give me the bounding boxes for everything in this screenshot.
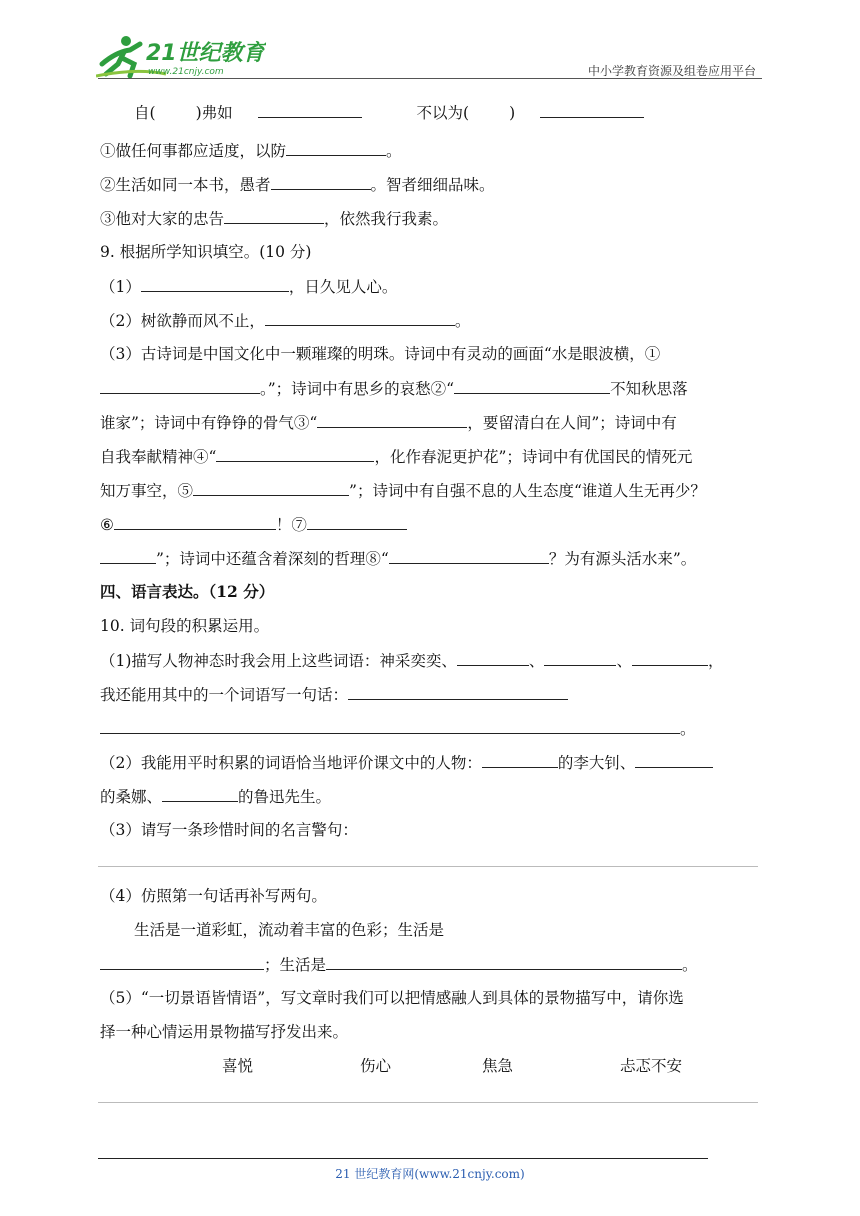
footer-divider (98, 1158, 708, 1159)
answer-blank[interactable] (389, 548, 549, 564)
q10-item-4-answer: ；生活是 。 (100, 954, 698, 975)
q10-item-1-line2: 我还能用其中的一个词语写一句话： (100, 684, 568, 705)
answer-blank[interactable] (482, 752, 558, 768)
q10-item-4: （4）仿照第一句话再补写两句。 (100, 887, 327, 905)
answer-blank[interactable] (100, 548, 156, 564)
answer-blank[interactable] (100, 378, 260, 394)
q9-item-3-line2: 。”；诗词中有思乡的哀愁②“ 不知秋思落 (100, 378, 688, 399)
line-idiom-blanks: 自( )弗如 不以为( ) (134, 102, 644, 123)
answer-blank[interactable] (307, 514, 407, 530)
q9-item-3-line5: 知万事空，⑤ ”；诗词中有自强不息的人生态度“谁道人生无再少？ (100, 482, 706, 500)
section-4-title: 四、语言表达。（12 分） (100, 582, 275, 601)
answer-blank[interactable] (632, 650, 708, 666)
q10-item-1-line3: 。 (100, 718, 696, 739)
line-1: ①做任何事都应适度，以防 。 (100, 142, 402, 160)
line-3: ③他对大家的忠告 ，依然我行我素。 (100, 210, 449, 228)
q9-item-3-line6: ⑥ ！⑦ (100, 514, 407, 535)
answer-blank[interactable] (162, 786, 238, 802)
platform-title: 中小学教育资源及组卷应用平台 (587, 64, 756, 78)
line-2: ②生活如同一本书，愚者 。智者细细品味。 (100, 176, 495, 194)
answer-blank[interactable] (193, 480, 349, 496)
answer-line[interactable] (100, 718, 680, 734)
answer-blank[interactable] (544, 650, 616, 666)
answer-blank[interactable] (326, 954, 682, 970)
q10-item-3: （3）请写一条珍惜时间的名言警句： (100, 821, 358, 839)
answer-blank[interactable] (457, 650, 529, 666)
q10-item-2-line2: 的桑娜、 的鲁迅先生。 (100, 788, 332, 806)
answer-blank[interactable] (265, 310, 455, 326)
answer-blank[interactable] (216, 446, 374, 462)
question-10-title: 10. 词句段的积累运用。 (100, 617, 270, 635)
q9-item-3-line7: ”；诗词中还蕴含着深刻的哲理⑧“ ？为有源头活水来”。 (100, 548, 696, 569)
answer-blank[interactable] (224, 208, 324, 224)
answer-blank[interactable] (348, 684, 568, 700)
answer-line[interactable] (98, 866, 758, 867)
header-divider (98, 78, 762, 79)
logo (96, 34, 266, 80)
answer-blank[interactable] (114, 514, 276, 530)
q9-item-3-line3: 谁家”；诗词中有铮铮的骨气③“ ，要留清白在人间”；诗词中有 (100, 414, 677, 432)
answer-line[interactable] (98, 1102, 758, 1103)
svg-text:www.21cnjy.com: www.21cnjy.com (148, 67, 224, 77)
q9-item-3-line4: 自我奉献精神④“ ，化作春泥更护花”；诗词中有优国民的情死元 (100, 448, 693, 466)
answer-blank[interactable] (271, 174, 371, 190)
q10-item-1-line1: （1)描写人物神态时我会用上这些词语：神采奕奕、 、 、 ， (100, 652, 724, 670)
q9-item-2: （2）树欲静而风不止， 。 (100, 312, 471, 330)
q10-item-5-line2: 择一种心情运用景物描写抒发出来。 (100, 1023, 349, 1041)
question-9-title: 9. 根据所学知识填空。(10 分) (100, 243, 312, 261)
q9-item-1: （1） ，日久见人心。 (100, 278, 398, 296)
q10-item-4-example: 生活是一道彩虹，流动着丰富的色彩；生活是 (134, 921, 445, 939)
q9-item-3-line1: （3）古诗词是中国文化中一颗璀璨的明珠。诗词中有灵动的画面“水是眼波横，① (100, 345, 661, 363)
mood-option-2: 伤心 (360, 1057, 392, 1075)
answer-blank[interactable] (540, 102, 644, 118)
page-header (0, 0, 860, 90)
svg-text:21世纪教育: 21世纪教育 (146, 41, 265, 66)
answer-blank[interactable] (317, 412, 467, 428)
mood-option-4: 忐忑不安 (620, 1057, 683, 1075)
mood-option-1: 喜悦 (222, 1057, 254, 1075)
answer-blank[interactable] (635, 752, 713, 768)
q10-item-2-line1: （2）我能用平时积累的词语恰当地评价课文中的人物： 的李大钊、 (100, 752, 713, 773)
answer-blank[interactable] (141, 276, 289, 292)
answer-blank[interactable] (454, 378, 610, 394)
answer-blank[interactable] (100, 954, 264, 970)
answer-blank[interactable] (286, 140, 386, 156)
footer-site[interactable]: 21 世纪教育网(www.21cnjy.com) (335, 1167, 525, 1181)
mood-option-3: 焦急 (482, 1057, 514, 1075)
q10-item-5-line1: （5）“一切景语皆情语”，写文章时我们可以把情感融人到具体的景物描写中，请你选 (100, 989, 684, 1007)
answer-blank[interactable] (258, 102, 362, 118)
